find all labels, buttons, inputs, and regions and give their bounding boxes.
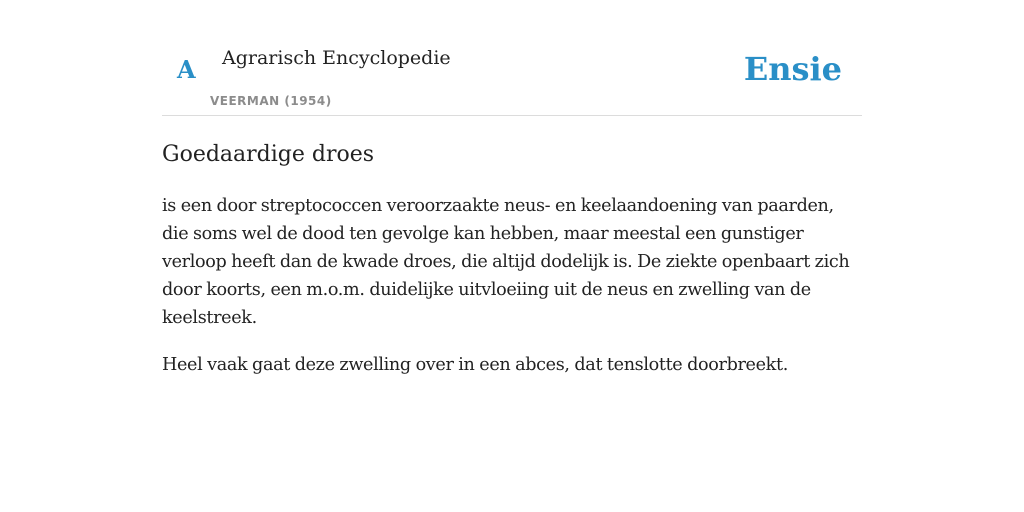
book-title-link[interactable]: Agrarisch Encyclopedie: [222, 47, 451, 69]
book-author-year: VEERMAN (1954): [210, 94, 332, 108]
ensie-logo[interactable]: Ensie: [743, 50, 842, 88]
entry-paragraph: Heel vaak gaat deze zwelling over in een abces, dat tenslotte doorbreekt.: [162, 355, 788, 375]
book-header: [162, 0, 862, 116]
page-container: [162, 0, 862, 512]
entry-paragraph: is een door streptococcen veroorzaakte neus- en keelaandoening van paarden, die soms wel de dood ten gevolge kan hebben, maar meestal een gunstiger verloop heeft dan de kwade droes, die altijd dodelijk is. De ziekte openbaart zich door koorts, een m.o.m. duidelijke uitvloeiing uit de neus en zwelling van de keelstreek.: [162, 196, 850, 328]
book-letter-icon[interactable]: A: [177, 55, 196, 84]
entry-body: [162, 192, 862, 398]
entry-title: Goedaardige droes: [162, 142, 375, 167]
